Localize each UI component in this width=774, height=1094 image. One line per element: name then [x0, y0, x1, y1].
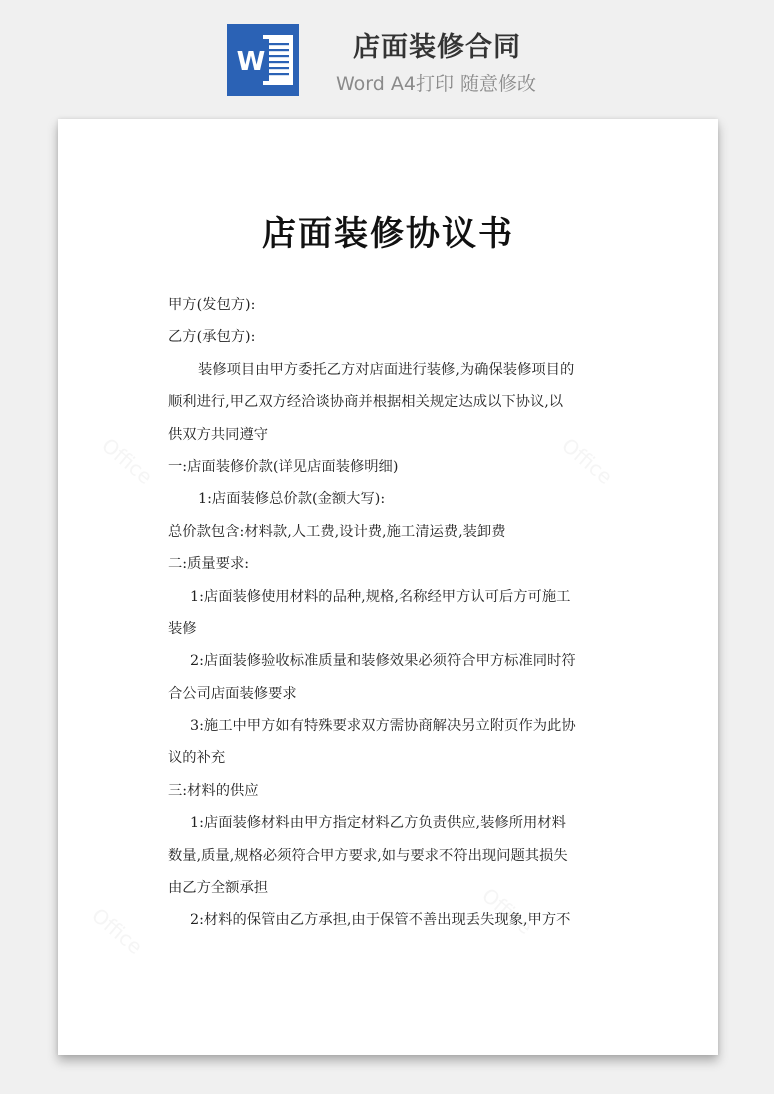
word-document-icon	[227, 24, 299, 96]
document-line: 合公司店面装修要求	[168, 685, 297, 702]
header-subtitle: Word A4打印 随意修改	[335, 73, 536, 95]
header-title: 店面装修合同	[353, 32, 521, 63]
document-line: 三:材料的供应	[168, 782, 259, 799]
document-line: 1:店面装修总价款(金额大写):	[198, 491, 386, 508]
document-body	[168, 289, 608, 937]
word-logo-letter: W	[236, 47, 266, 77]
document-line: 总价款包含:材料款,人工费,设计费,施工清运费,装卸费	[168, 523, 506, 540]
document-line: 2:材料的保管由乙方承担,由于保管不善出现丢失现象,甲方不	[190, 912, 571, 929]
document-title: 店面装修协议书	[262, 214, 514, 254]
document-line: 装修	[168, 620, 197, 637]
watermark: Office	[97, 433, 158, 489]
document-line: 甲方(发包方):	[168, 297, 256, 313]
watermark: Office	[477, 883, 538, 939]
document-line: 乙方(承包方):	[168, 329, 256, 346]
document-line: 3:施工中甲方如有特殊要求双方需协商解决另立附页作为此协	[190, 718, 576, 735]
document-page	[58, 119, 718, 1055]
document-line: 供双方共同遵守	[168, 426, 269, 443]
watermark: Office	[557, 433, 618, 489]
document-line: 一:店面装修价款(详见店面装修明细)	[168, 458, 399, 475]
document-line: 1:店面装修材料由甲方指定材料乙方负责供应,装修所用材料	[190, 815, 566, 832]
watermark: Office	[87, 903, 148, 959]
document-line: 由乙方全额承担	[168, 880, 269, 897]
document-line: 数量,质量,规格必须符合甲方要求,如与要求不符出现问题其损失	[168, 847, 568, 864]
document-line: 1:店面装修使用材料的品种,规格,名称经甲方认可后方可施工	[190, 588, 571, 605]
document-line: 议的补充	[168, 750, 226, 767]
document-line: 顺利进行,甲乙双方经洽谈协商并根据相关规定达成以下协议,以	[168, 394, 564, 411]
document-line: 装修项目由甲方委托乙方对店面进行装修,为确保装修项目的	[198, 361, 575, 378]
page-header	[0, 0, 774, 110]
document-line: 二:质量要求:	[168, 556, 250, 573]
document-line: 2:店面装修验收标准质量和装修效果必须符合甲方标准同时符	[190, 653, 576, 670]
